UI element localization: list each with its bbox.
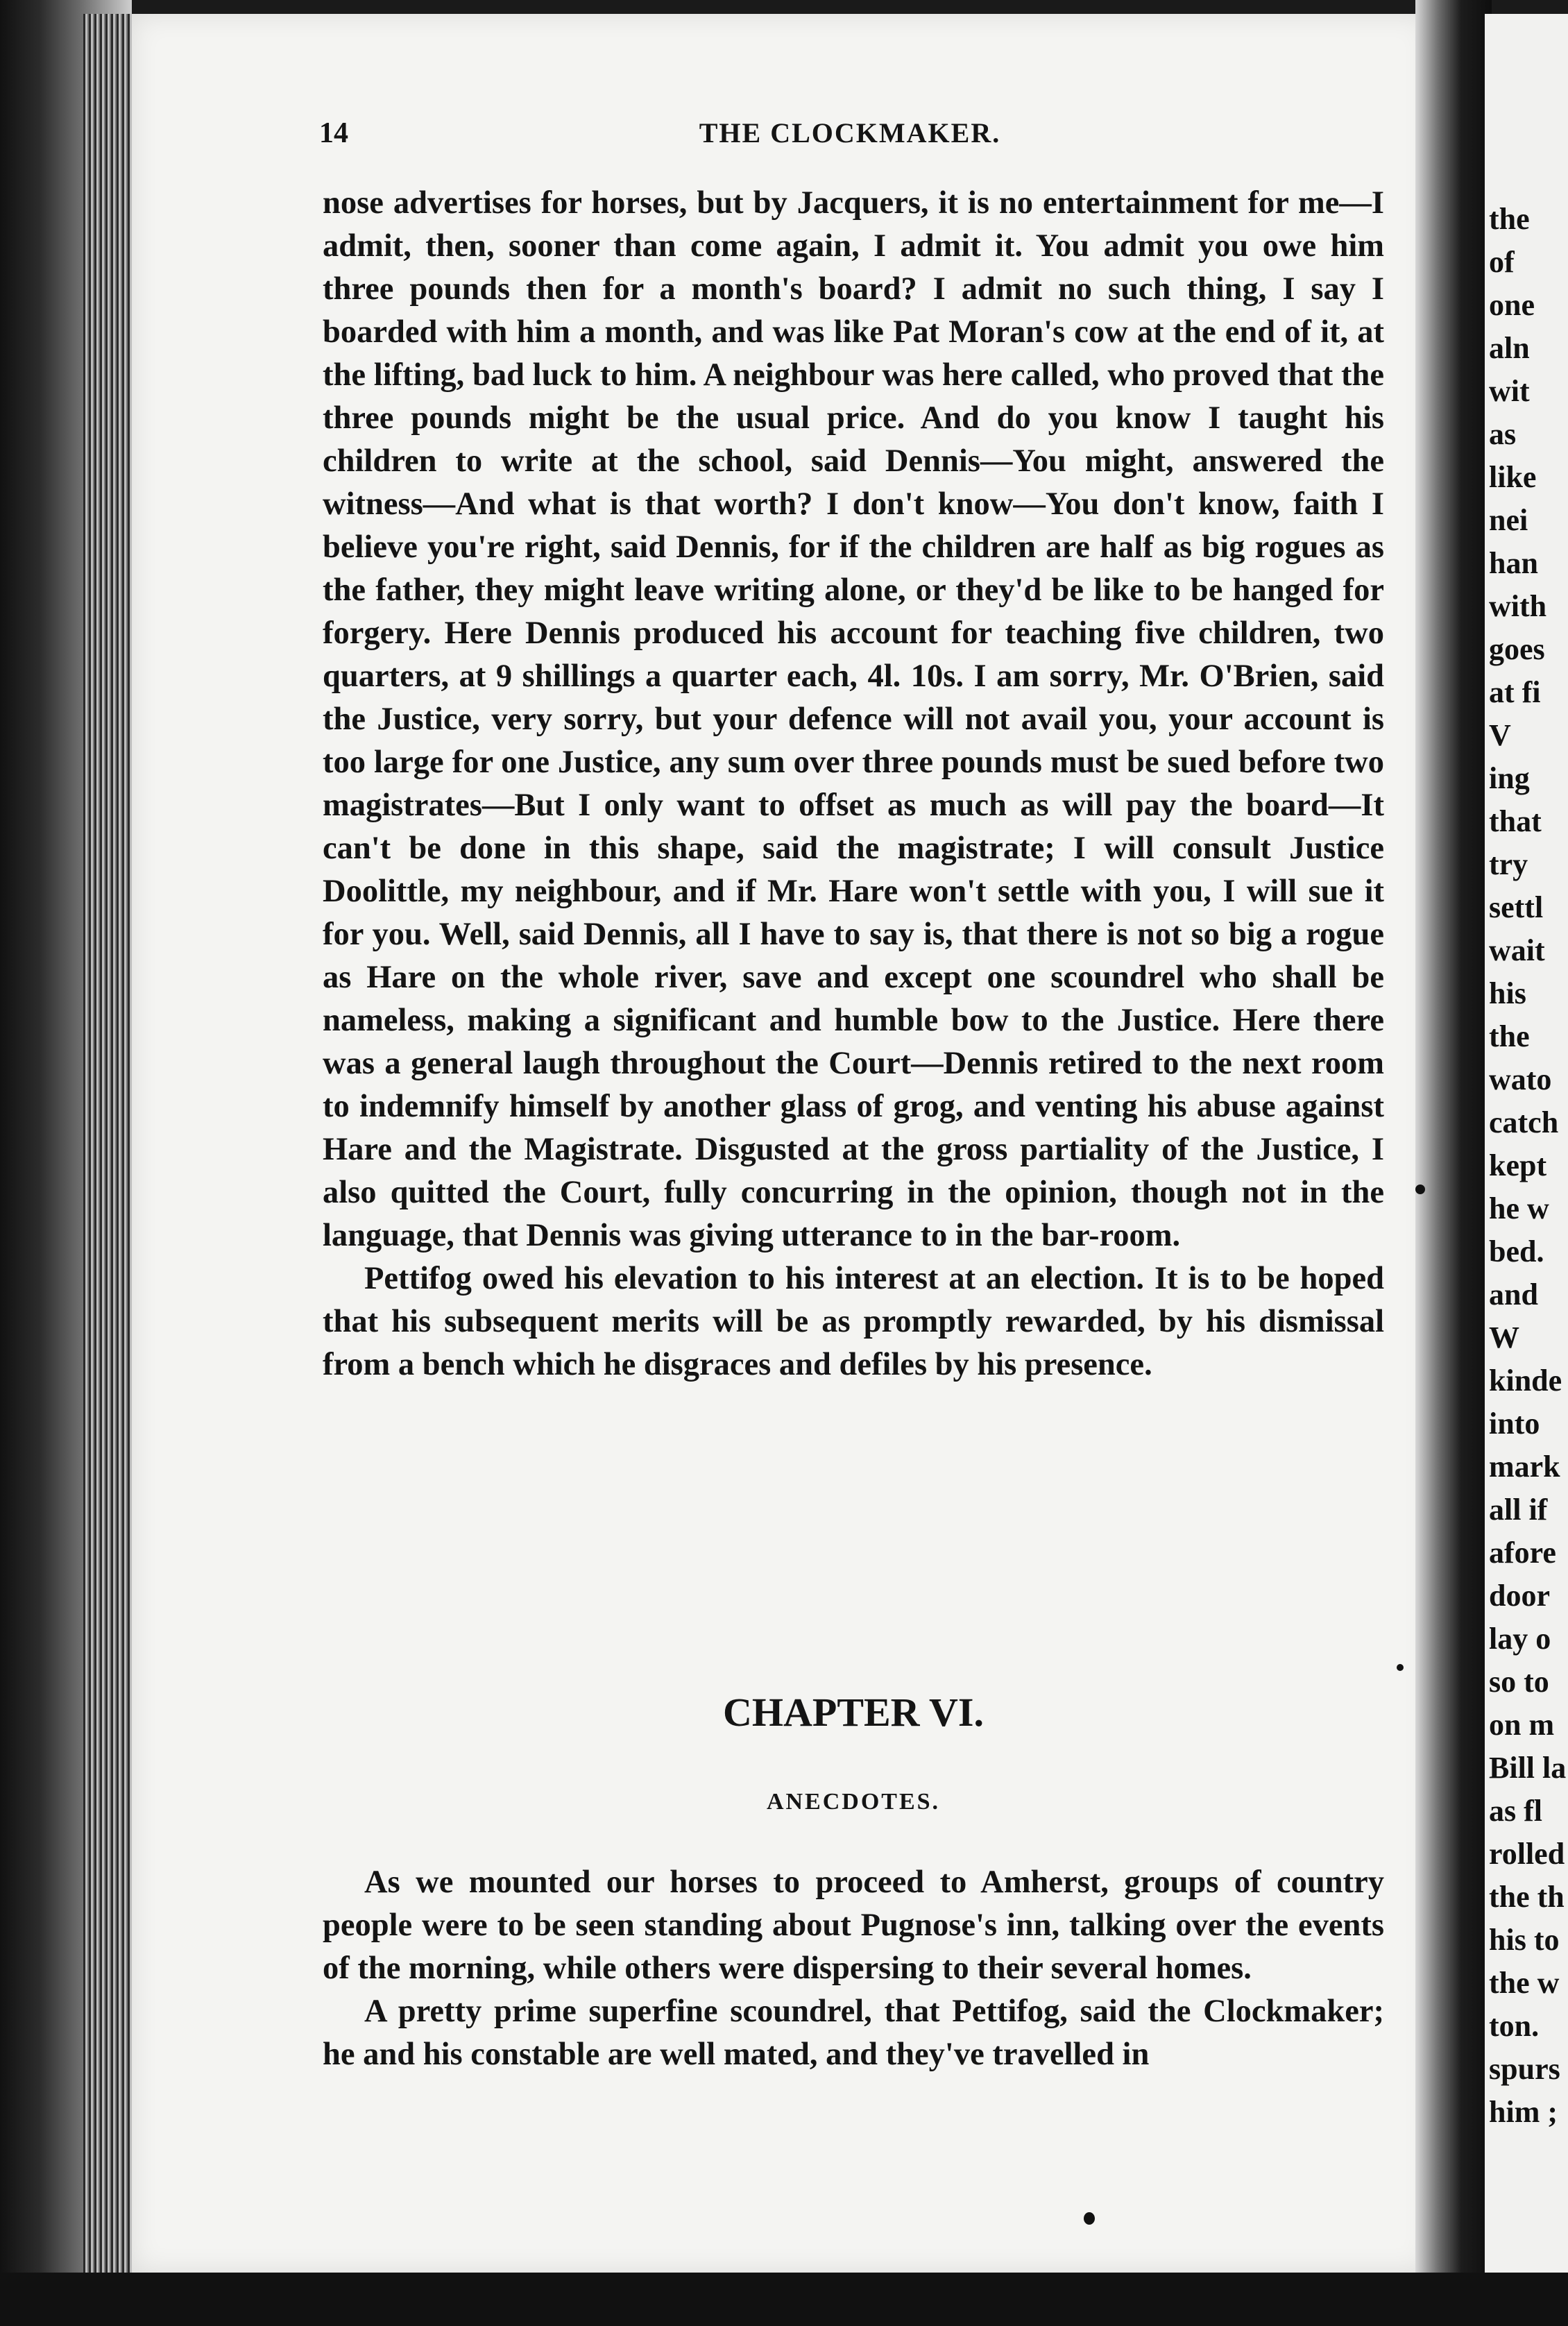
facing-page-fragment: his — [1489, 976, 1526, 1010]
facing-page-fragment: as fl — [1489, 1794, 1542, 1828]
facing-page-fragment: bed. — [1489, 1234, 1544, 1268]
chapter-subtitle: ANECDOTES. — [766, 1789, 941, 1815]
paragraph: A pretty prime superfine scoundrel, that Pettifog, said the Clockmaker; he and his constable are well mated, and they've travelled in — [323, 1994, 1384, 2072]
facing-page-fragment: with — [1489, 589, 1547, 623]
page-edges — [83, 14, 139, 2276]
facing-page-fragment: V — [1489, 718, 1511, 752]
facing-page-fragment: wato — [1489, 1062, 1552, 1096]
running-head: THE CLOCKMAKER. — [699, 117, 1001, 148]
chapter-title: CHAPTER VI. — [723, 1690, 984, 1735]
facing-page-fragment: on m — [1489, 1708, 1555, 1742]
facing-page-fragment: spurs — [1489, 2052, 1560, 2086]
facing-page-fragment: wit — [1489, 374, 1530, 408]
facing-page-fragment: so to — [1489, 1665, 1549, 1699]
facing-page-fragment: the th — [1489, 1880, 1565, 1914]
facing-page-fragment: try — [1489, 847, 1528, 881]
facing-page-fragment: his to — [1489, 1923, 1560, 1957]
facing-page-fragment: door — [1489, 1579, 1550, 1613]
facing-page-fragment: ing — [1489, 761, 1530, 795]
facing-page-fragment: settl — [1489, 890, 1544, 924]
facing-page-fragment: like — [1489, 460, 1537, 494]
facing-page-fragment: catch — [1489, 1105, 1559, 1139]
facing-page-fragment: the — [1489, 1019, 1530, 1053]
facing-page-fragment: and — [1489, 1277, 1538, 1311]
facing-page-fragment: he w — [1489, 1191, 1549, 1225]
facing-page-fragment: ton. — [1489, 2009, 1540, 2043]
facing-page-fragment: mark — [1489, 1450, 1560, 1484]
paragraph: As we mounted our horses to proceed to Amherst, groups of country people were to be seen standing about Pugnose's inn, talking over the events of the morning, while others were dispersing to their several homes. — [323, 1865, 1384, 1986]
facing-page-fragment: goes — [1489, 632, 1545, 666]
facing-page-fragment: of — [1489, 245, 1515, 279]
facing-page-fragment: rolled — [1489, 1837, 1565, 1871]
facing-page-fragment: kinde — [1489, 1364, 1562, 1398]
facing-page — [1485, 14, 1568, 2273]
facing-page-fragment: kept — [1489, 1148, 1547, 1182]
facing-page-fragment: all if — [1489, 1493, 1548, 1527]
chapter-text — [323, 1861, 1384, 2076]
facing-page-fragment: him ; — [1489, 2095, 1558, 2129]
paragraph: Pettifog owed his elevation to his interest at an election. It is to be hoped that his subsequent merits will be as promptly rewarded, by his dismissal from a bench which he disgraces and defiles by his presence. — [323, 1261, 1384, 1382]
facing-page-fragment: lay o — [1489, 1622, 1551, 1656]
body-text — [323, 182, 1384, 1386]
ink-speck — [1415, 1185, 1425, 1194]
facing-page-fragment: as — [1489, 417, 1517, 451]
facing-page-fragment: W — [1489, 1321, 1519, 1355]
page-header — [319, 117, 1381, 165]
paragraph: nose advertises for horses, but by Jacquers, it is no entertainment for me—I admit, then, sooner than come again, I admit it. You admit you owe him three pounds then for a month's board? I admit no such thing, I say I boarded with him a month, and was like Pat Moran's cow at the end of it, at the lifting, bad luck to him. A neighbour was here called, who proved that the three pounds might be the usual price. And do you know I taught his children to write at the school, said Dennis—You might, answered the witness—And what is that worth? I don't know—You don't know, faith I believe you're right, said Dennis, for if the children are half as big rogues as the father, they might leave writing alone, or they'd be like to be hanged for forgery. Here Dennis produced his account for teaching five children, two quarters, at 9 shillings a quarter each, 4l. 10s. I am sorry, Mr. O'Brien, said the Justice, very sorry, but your defence will not avail you, your account is too large for one Justice, any sum over three pounds must be sued before two magistrates—But I only want to offset as much as will pay the board—It can't be done in this shape, said the magistrate; I will consult Justice Doolittle, my neighbour, and if Mr. Hare won't settle with you, I will sue it for you. Well, said Dennis, all I have to say is, that there is not so big a rogue as Hare on the whole river, save and except one scoundrel who shall be nameless, making a significant and humble bow to the Justice. Here there was a general laugh throughout the Court—Dennis retired to the next room to indemnify himself by another glass of grog, and venting his abuse against Hare and the Magistrate. Disgusted at the gross partiality of the Justice, I also quitted the Court, fully concurring in the opinion, though not in the language, that Dennis was giving utterance to in the bar-room. — [323, 185, 1384, 1253]
page-number: 14 — [319, 117, 348, 149]
facing-page-fragment: into — [1489, 1407, 1540, 1441]
facing-page-fragment: at fi — [1489, 675, 1541, 709]
ink-speck — [1084, 2212, 1095, 2225]
facing-page-fragment: that — [1489, 804, 1542, 838]
facing-page-fragment: wait — [1489, 933, 1545, 967]
scan-bottom-band — [0, 2273, 1568, 2326]
facing-page-lines — [1485, 198, 1566, 2134]
facing-page-fragment: Bill la — [1489, 1751, 1567, 1785]
facing-page-fragment: aln — [1489, 331, 1530, 365]
facing-page-fragment: one — [1489, 288, 1535, 322]
facing-page-fragment: the — [1489, 202, 1530, 236]
facing-page-fragment: nei — [1489, 503, 1528, 537]
facing-page-fragment: the w — [1489, 1966, 1560, 2000]
ink-speck — [1397, 1664, 1404, 1671]
gutter-shadow — [1415, 0, 1492, 2326]
facing-page-fragment: afore — [1489, 1536, 1556, 1570]
facing-page-fragment: han — [1489, 546, 1538, 580]
